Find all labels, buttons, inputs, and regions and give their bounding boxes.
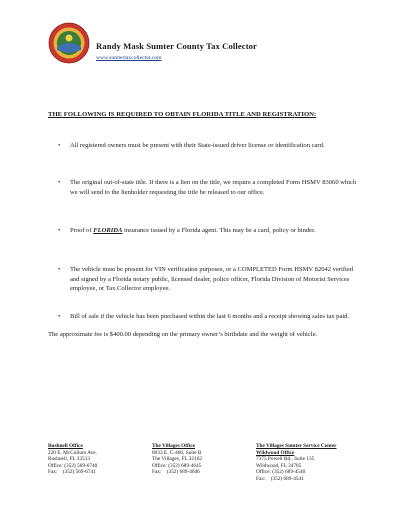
office-name: Randy Mask Sumter County Tax Collector xyxy=(96,41,257,51)
requirement-prefix: Proof of xyxy=(70,227,94,234)
office-city: The Villages, FL 32162 xyxy=(152,456,202,463)
office-phone: Office: (352) 569-6740 xyxy=(48,462,98,469)
office-address: 7375 Powell Rd., Suite 135 xyxy=(256,456,315,463)
fee-note: The approximate fee is $400.00 depending on the primary owner’s birthdate and the weight of vehicle. xyxy=(48,331,318,338)
office-phone: Office: (352) 689-4645 xyxy=(152,462,202,469)
office-bushnell xyxy=(48,443,97,476)
florida-emphasis: FLORIDA xyxy=(93,227,123,234)
office-the-villages xyxy=(152,443,202,476)
bullet-icon: • xyxy=(58,179,61,186)
office-fax: Fax: (352) 569-6741 xyxy=(48,469,96,476)
bullet-icon: • xyxy=(58,266,61,273)
website-link[interactable]: www.sumtertaxcollector.com xyxy=(96,55,162,61)
office-wildwood xyxy=(256,443,337,483)
office-subtitle: Wildwood Office xyxy=(256,449,295,456)
office-fax: Fax: (352) 689-4646 xyxy=(152,469,200,476)
list-item xyxy=(58,178,358,210)
office-address: 8033 E. C-466, Suite B xyxy=(152,449,202,456)
requirement-text: All registered owners must be present with their State-issued driver license or identification card. xyxy=(70,142,325,149)
office-title: Bushnell Office xyxy=(48,443,83,449)
list-item xyxy=(58,312,358,332)
list-item xyxy=(58,265,358,298)
office-phone: Office: (352) 689-4540 xyxy=(256,469,306,476)
list-item xyxy=(58,226,358,249)
requirement-suffix: insurance issued by a Florida agent. This may be a card, policy or binder. xyxy=(122,227,316,234)
office-title: The Villages Office xyxy=(152,443,195,449)
office-address: 220 E. McCollum Ave. xyxy=(48,449,97,456)
requirements-heading: THE FOLLOWING IS REQUIRED TO OBTAIN FLORIDA TITLE AND REGISTRATION: xyxy=(48,111,317,118)
county-seal-icon xyxy=(48,22,90,64)
requirement-text: The vehicle must be present for VIN verification purposes, or a COMPLETED Form HSMV 82042 verified and signed by a Florida notary public, licensed dealer, police officer, Florida Division of Motorist Services employee, or Tax Collector employee. xyxy=(70,266,354,293)
office-city: Bushnell, FL 33513 xyxy=(48,456,91,463)
bullet-icon: • xyxy=(58,227,61,234)
bullet-icon: • xyxy=(58,313,61,320)
office-fax: Fax: (352) 689-4541 xyxy=(256,475,304,482)
list-item xyxy=(58,141,358,165)
requirement-text: Bill of sale if the vehicle has been purchased within the last 6 months and a receipt showing sales tax paid. xyxy=(70,313,350,320)
office-title: The Villages Sumter Service Center xyxy=(256,443,337,449)
bullet-icon: • xyxy=(58,142,61,149)
requirement-text: The original out-of-state title. If there is a lien on the title, we require a completed Form HSMV 83060 which we will send to the lienholder requesting the title be released to our office. xyxy=(70,179,357,196)
office-city: Wildwood, FL 34785 xyxy=(256,462,302,469)
requirements-list xyxy=(58,141,358,332)
